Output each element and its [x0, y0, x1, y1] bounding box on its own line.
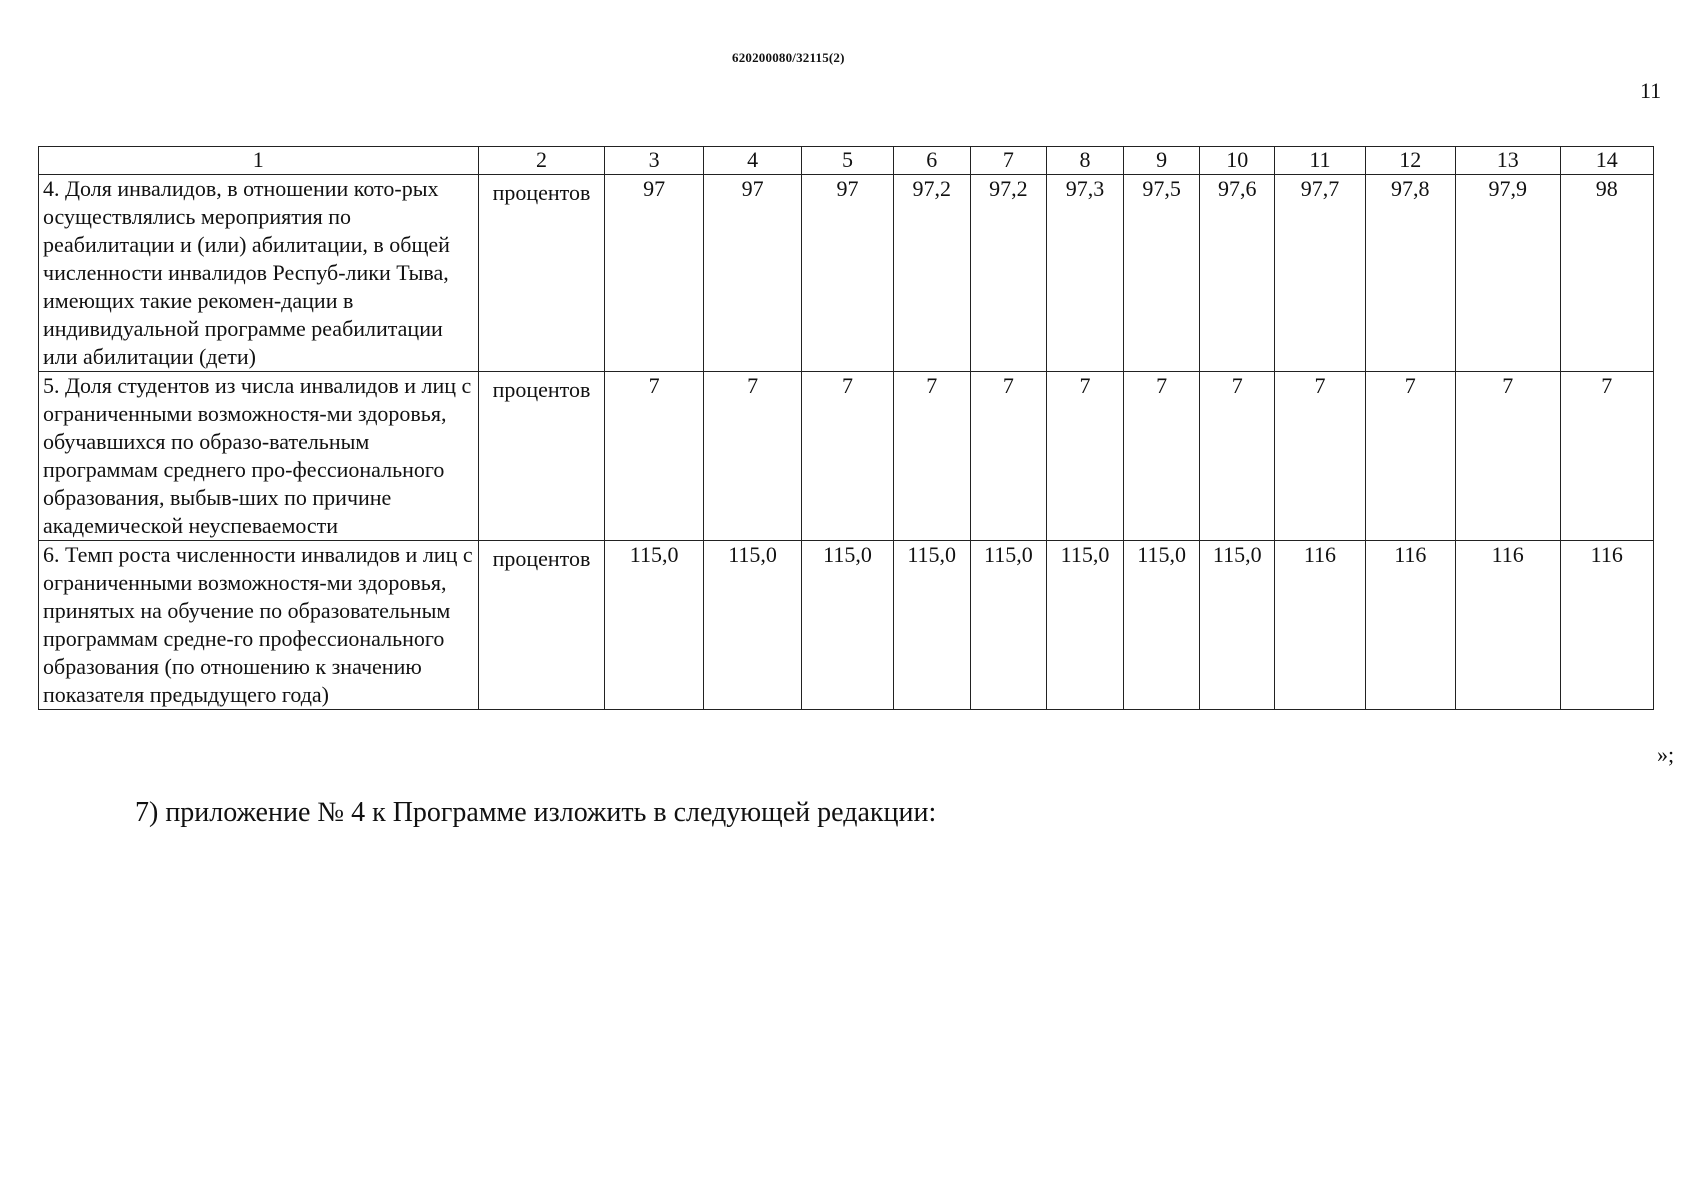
table-header-row: [39, 147, 1654, 175]
document-code: 620200080/32115(2): [732, 50, 845, 65]
indicator-name: 6. Темп роста численности инвалидов и лиц с ограниченными возможностя-ми здоровья, принятых на обучение по образовательным программам средне-го профессионального образования (по отношению к значению показателя предыдущего года): [39, 541, 479, 710]
indicator-value: 97: [605, 175, 703, 372]
indicator-value: 98: [1560, 175, 1654, 372]
indicator-value: 115,0: [893, 541, 970, 710]
indicator-value: 97: [802, 175, 893, 372]
column-header: 13: [1455, 147, 1560, 175]
indicator-value: 97,7: [1275, 175, 1365, 372]
indicator-value: 116: [1275, 541, 1365, 710]
indicator-value: 7: [1560, 372, 1654, 541]
table-row: [39, 372, 1654, 541]
indicator-value: 97: [703, 175, 801, 372]
table-row: [39, 541, 1654, 710]
column-header: 1: [39, 147, 479, 175]
indicator-value: 115,0: [1124, 541, 1200, 710]
column-header: 14: [1560, 147, 1654, 175]
column-header: 10: [1200, 147, 1275, 175]
column-header: 4: [703, 147, 801, 175]
page-number: 11: [1640, 78, 1662, 103]
indicator-value: 116: [1455, 541, 1560, 710]
indicator-value: 7: [605, 372, 703, 541]
table-row: [39, 175, 1654, 372]
indicators-table: [38, 146, 1654, 710]
indicator-value: 115,0: [605, 541, 703, 710]
indicator-value: 97,5: [1124, 175, 1200, 372]
indicator-value: 7: [1365, 372, 1455, 541]
column-header: 9: [1124, 147, 1200, 175]
indicator-value: 97,6: [1200, 175, 1275, 372]
column-header: 7: [970, 147, 1046, 175]
closing-quote-mark: »;: [1657, 742, 1675, 767]
indicator-value: 7: [1275, 372, 1365, 541]
indicator-value: 115,0: [802, 541, 893, 710]
indicator-value: 7: [1200, 372, 1275, 541]
indicator-value: 7: [703, 372, 801, 541]
column-header: 3: [605, 147, 703, 175]
indicator-value: 97,2: [893, 175, 970, 372]
column-header: 12: [1365, 147, 1455, 175]
indicator-value: 97,2: [970, 175, 1046, 372]
column-header: 5: [802, 147, 893, 175]
column-header: 11: [1275, 147, 1365, 175]
column-header: 6: [893, 147, 970, 175]
column-header: 2: [478, 147, 605, 175]
indicator-name: 4. Доля инвалидов, в отношении кото-рых осуществлялись мероприятия по реабилитации и (или) абилитации, в общей численности инвалидов Респуб-лики Тыва, имеющих такие рекомен-дации в индивидуальной программе реабилитации или абилитации (дети): [39, 175, 479, 372]
indicator-value: 7: [970, 372, 1046, 541]
indicator-value: 115,0: [703, 541, 801, 710]
indicator-unit: процентов: [478, 175, 605, 372]
indicator-unit: процентов: [478, 372, 605, 541]
indicator-value: 7: [1124, 372, 1200, 541]
indicator-value: 7: [1046, 372, 1123, 541]
indicator-value: 97,8: [1365, 175, 1455, 372]
amendment-paragraph: 7) приложение № 4 к Программе изложить в следующей редакции:: [135, 797, 937, 828]
indicator-unit: процентов: [478, 541, 605, 710]
column-header: 8: [1046, 147, 1123, 175]
indicator-value: 115,0: [970, 541, 1046, 710]
indicator-value: 7: [893, 372, 970, 541]
indicator-value: 97,3: [1046, 175, 1123, 372]
indicator-value: 7: [1455, 372, 1560, 541]
indicator-value: 115,0: [1046, 541, 1123, 710]
indicator-value: 116: [1560, 541, 1654, 710]
indicator-value: 115,0: [1200, 541, 1275, 710]
indicator-value: 97,9: [1455, 175, 1560, 372]
indicator-value: 7: [802, 372, 893, 541]
indicator-name: 5. Доля студентов из числа инвалидов и лиц с ограниченными возможностя-ми здоровья, обучавшихся по образо-вательным программам среднего про-фессионального образования, выбыв-ших по причине академической неуспеваемости: [39, 372, 479, 541]
indicator-value: 116: [1365, 541, 1455, 710]
